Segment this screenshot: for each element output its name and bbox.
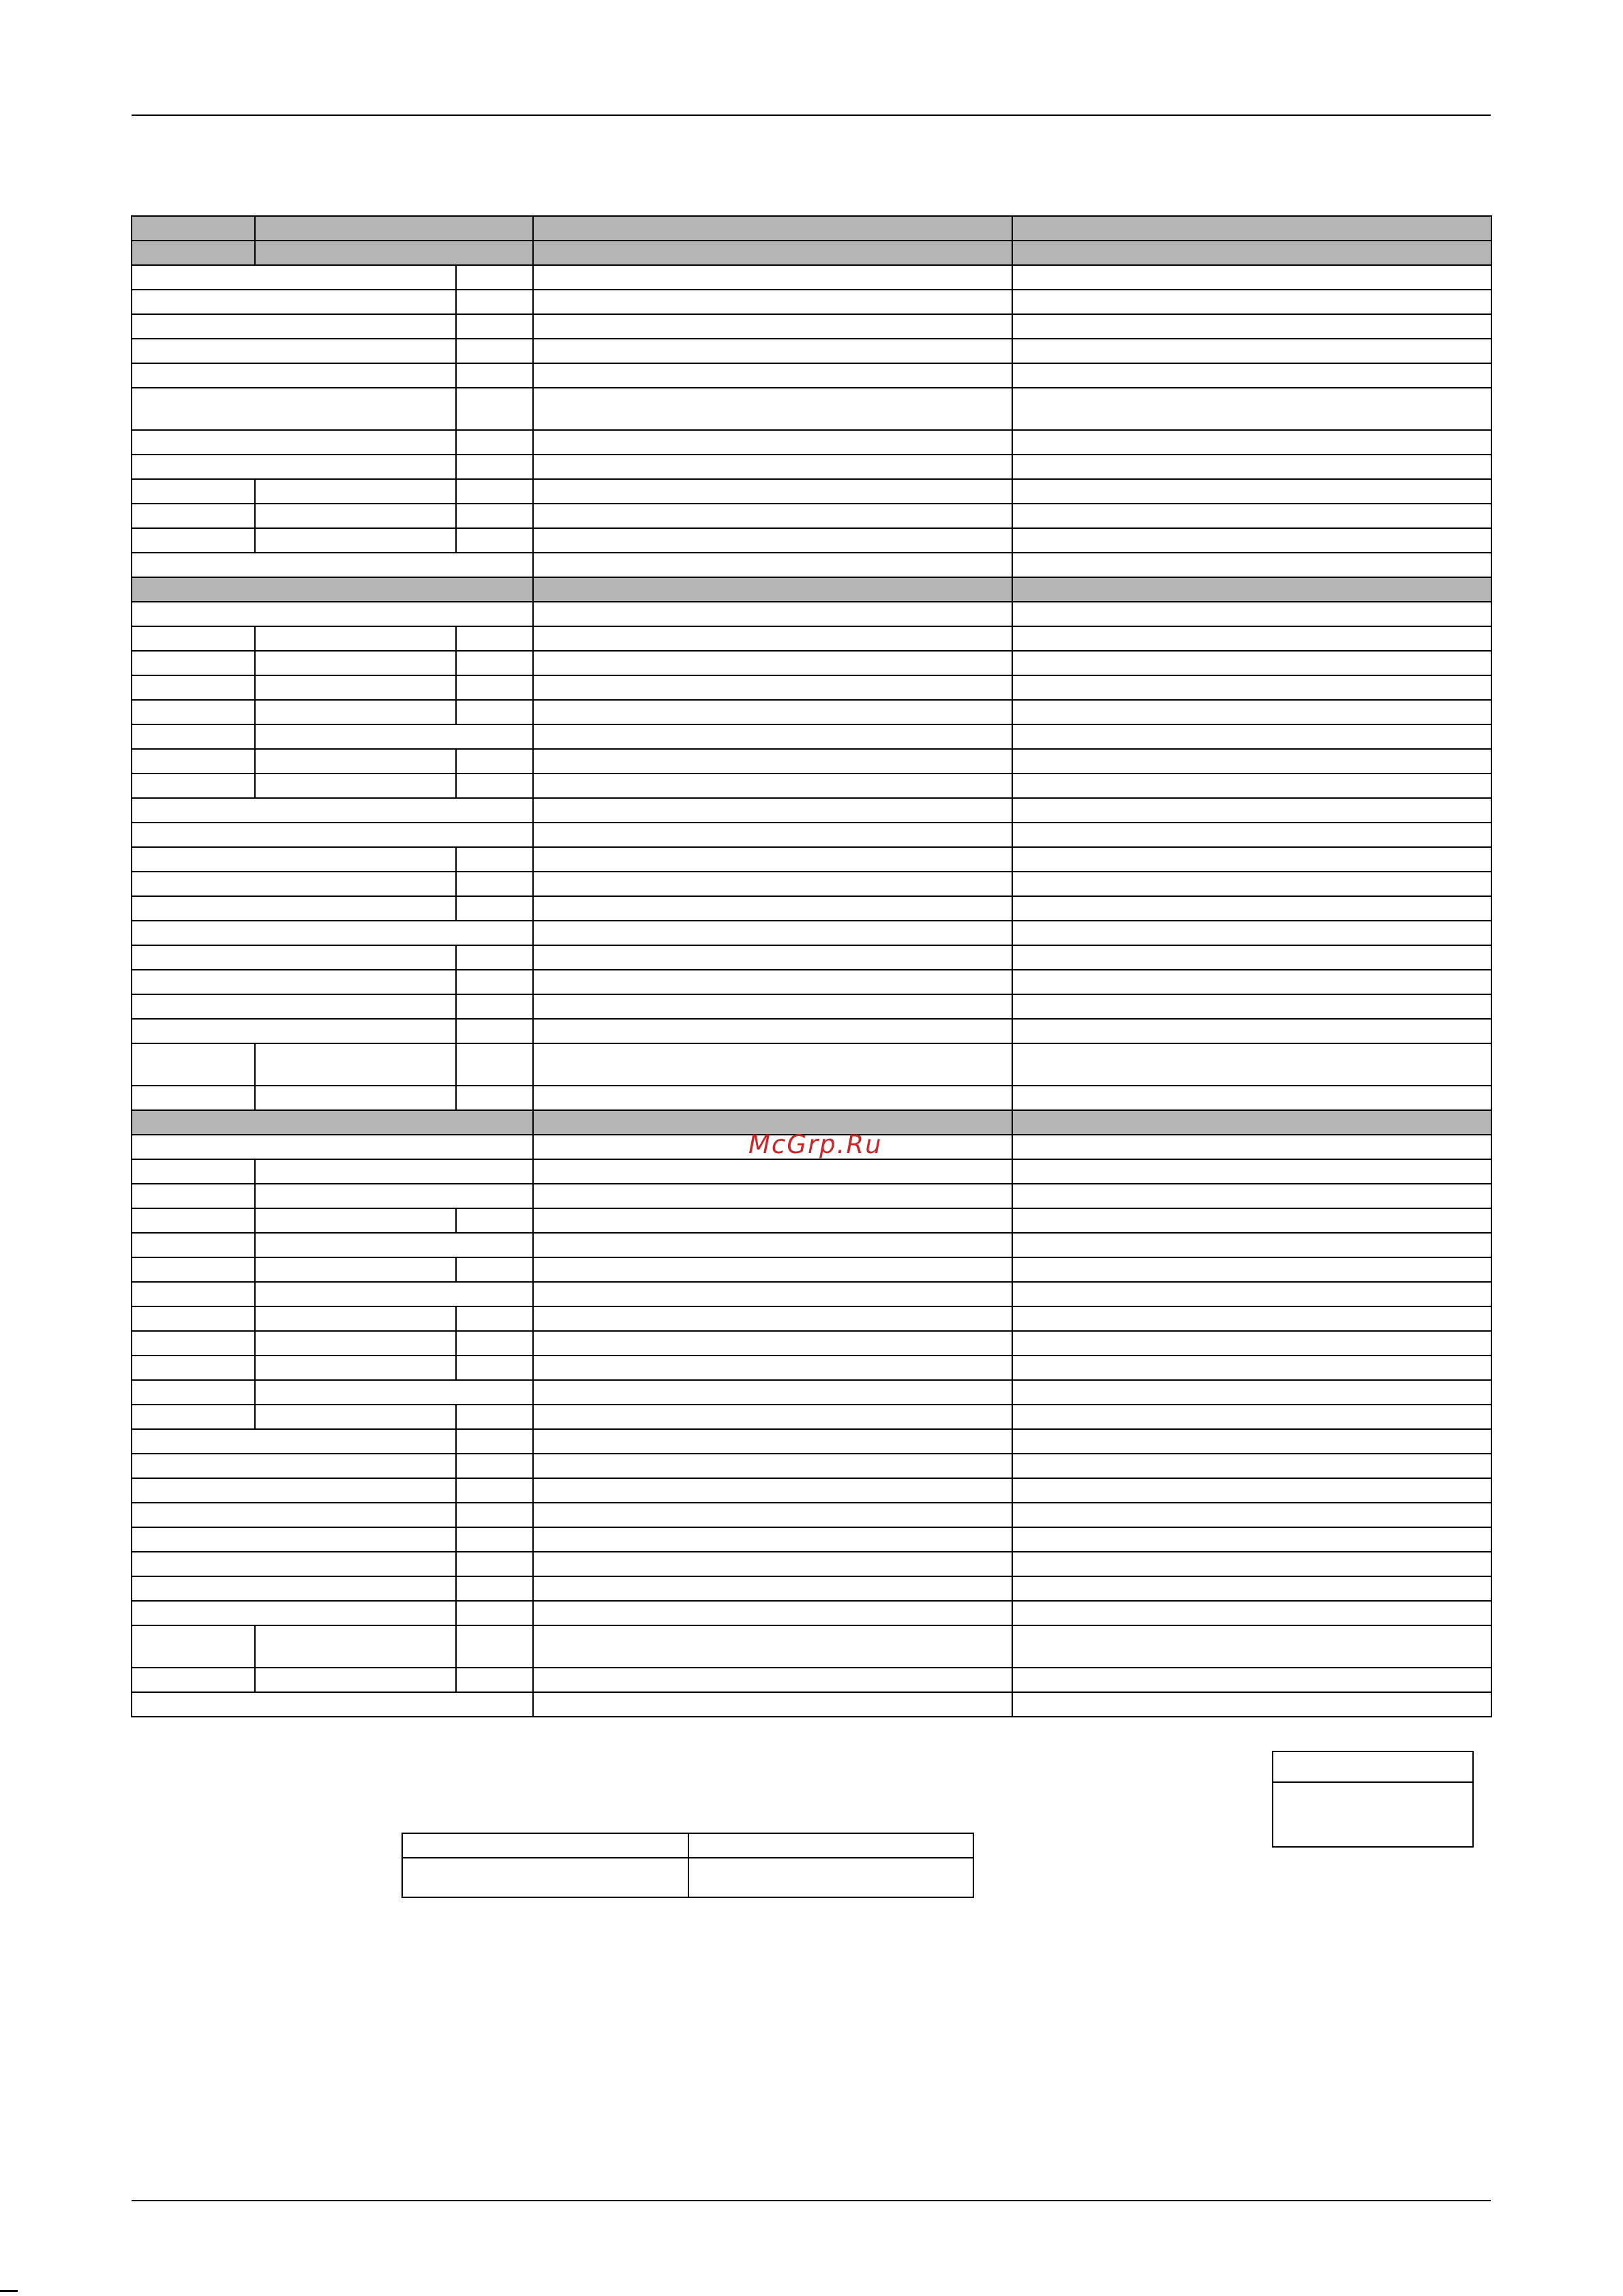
table-cell xyxy=(131,1502,457,1528)
table-cell xyxy=(131,724,256,750)
approval-box xyxy=(1272,1751,1474,1848)
table-cell xyxy=(1012,1527,1492,1552)
table-cell xyxy=(532,773,1013,799)
table-cell xyxy=(1012,552,1492,578)
table-cell xyxy=(131,338,457,364)
table-cell xyxy=(532,363,1013,388)
table-cell xyxy=(1012,454,1492,480)
table-cell xyxy=(1012,338,1492,364)
table-cell xyxy=(254,1404,457,1430)
table-cell xyxy=(532,675,1013,701)
table-cell xyxy=(1012,822,1492,848)
table-cell xyxy=(532,454,1013,480)
table-cell xyxy=(1012,650,1492,676)
signature-table xyxy=(401,1833,974,1898)
table-cell xyxy=(131,675,256,701)
table-cell xyxy=(1012,289,1492,315)
table-cell xyxy=(131,429,457,455)
table-cell xyxy=(455,748,534,774)
table-cell xyxy=(455,503,534,529)
table-cell xyxy=(131,527,256,553)
table-cell xyxy=(131,969,457,995)
table-cell xyxy=(532,552,1013,578)
table-cell xyxy=(455,1667,534,1693)
table-cell xyxy=(254,1625,457,1668)
table-cell xyxy=(1012,313,1492,339)
table-cell xyxy=(131,1018,457,1044)
table-cell xyxy=(532,1692,1013,1717)
table-cell xyxy=(532,387,1013,431)
table-cell xyxy=(254,1379,534,1405)
table-cell xyxy=(532,724,1013,750)
table-cell xyxy=(455,945,534,970)
table-cell xyxy=(532,1576,1013,1602)
table-cell xyxy=(131,1428,457,1454)
table-cell xyxy=(254,1667,457,1693)
table-cell xyxy=(1012,846,1492,872)
table-cell xyxy=(532,1159,1013,1184)
table-cell xyxy=(455,1453,534,1479)
table-cell xyxy=(1012,240,1492,266)
table-cell xyxy=(131,1159,256,1184)
table-cell xyxy=(1012,871,1492,897)
table-cell xyxy=(1012,1281,1492,1307)
table-cell xyxy=(254,1257,457,1283)
table-cell xyxy=(532,1379,1013,1405)
table-cell xyxy=(455,289,534,315)
table-cell xyxy=(455,650,534,676)
table-cell xyxy=(1012,969,1492,995)
table-cell xyxy=(131,1404,256,1430)
table-cell xyxy=(1012,896,1492,921)
table-cell xyxy=(455,1502,534,1528)
table-cell xyxy=(455,1404,534,1430)
table-cell xyxy=(532,215,1013,241)
table-cell xyxy=(1012,1018,1492,1044)
table-cell xyxy=(455,1576,534,1602)
table-cell xyxy=(1012,478,1492,504)
table-cell xyxy=(254,527,457,553)
table-cell xyxy=(131,1208,256,1234)
table-cell xyxy=(455,1478,534,1503)
table-cell xyxy=(1012,1134,1492,1160)
table-cell xyxy=(532,1667,1013,1693)
table-cell xyxy=(1012,797,1492,823)
table-cell xyxy=(131,748,256,774)
table-cell xyxy=(131,1306,256,1332)
table-cell xyxy=(254,1232,534,1258)
table-cell xyxy=(1012,429,1492,455)
table-cell xyxy=(532,289,1013,315)
table-cell xyxy=(532,264,1013,290)
table-cell xyxy=(1012,1109,1492,1135)
table-cell xyxy=(254,1043,457,1086)
table-cell xyxy=(131,313,457,339)
table-cell xyxy=(455,871,534,897)
table-cell xyxy=(532,1355,1013,1381)
table-cell xyxy=(254,1306,457,1332)
table-cell xyxy=(532,871,1013,897)
table-cell xyxy=(131,289,457,315)
table-cell xyxy=(1012,363,1492,388)
table-cell xyxy=(1012,527,1492,553)
table-cell xyxy=(254,650,457,676)
table-cell xyxy=(1012,215,1492,241)
table-cell xyxy=(532,920,1013,946)
table-cell xyxy=(1012,1159,1492,1184)
footer-rule xyxy=(132,2200,1491,2201)
table-cell xyxy=(455,1306,534,1332)
table-cell xyxy=(131,945,457,970)
table-cell xyxy=(455,313,534,339)
table-cell xyxy=(532,1428,1013,1454)
table-cell xyxy=(532,577,1013,602)
table-cell xyxy=(1012,724,1492,750)
table-cell xyxy=(1012,1667,1492,1693)
table-cell xyxy=(131,577,534,602)
table-cell xyxy=(455,454,534,480)
table-cell xyxy=(1012,1208,1492,1234)
table-cell xyxy=(254,1355,457,1381)
table-cell xyxy=(1012,1330,1492,1356)
table-cell xyxy=(532,846,1013,872)
table-cell xyxy=(131,699,256,725)
table-cell xyxy=(1012,748,1492,774)
table-cell xyxy=(131,1576,457,1602)
table-cell xyxy=(455,773,534,799)
table-cell xyxy=(532,527,1013,553)
table-cell xyxy=(455,1625,534,1668)
table-cell xyxy=(131,871,457,897)
header-rule xyxy=(132,114,1491,116)
table-cell xyxy=(131,1667,256,1693)
table-cell xyxy=(131,1183,256,1209)
table-cell xyxy=(532,601,1013,627)
table-cell xyxy=(455,896,534,921)
table-cell xyxy=(131,1232,256,1258)
table-cell xyxy=(1012,387,1492,431)
table-cell xyxy=(1012,920,1492,946)
table-cell xyxy=(532,1281,1013,1307)
table-cell xyxy=(455,1355,534,1381)
table-cell xyxy=(532,1330,1013,1356)
table-cell xyxy=(131,650,256,676)
table-cell xyxy=(532,429,1013,455)
table-cell xyxy=(532,1085,1013,1111)
table-cell xyxy=(532,1625,1013,1668)
table-cell xyxy=(1012,1692,1492,1717)
table-cell xyxy=(455,1330,534,1356)
table-cell xyxy=(532,1600,1013,1626)
table-cell xyxy=(131,1281,256,1307)
table-cell xyxy=(532,478,1013,504)
table-cell xyxy=(532,1502,1013,1528)
table-cell xyxy=(1012,1428,1492,1454)
table-cell xyxy=(1012,1379,1492,1405)
table-cell xyxy=(532,1551,1013,1577)
table-cell xyxy=(1012,1576,1492,1602)
table-cell xyxy=(455,1043,534,1086)
table-cell xyxy=(532,1183,1013,1209)
table-cell xyxy=(1012,945,1492,970)
table-cell xyxy=(254,1208,457,1234)
table-cell xyxy=(532,338,1013,364)
table-cell xyxy=(131,846,457,872)
table-cell xyxy=(532,945,1013,970)
table-cell xyxy=(131,478,256,504)
table-cell xyxy=(254,675,457,701)
table-cell xyxy=(1012,1453,1492,1479)
table-cell xyxy=(532,503,1013,529)
table-cell xyxy=(455,969,534,995)
table-cell xyxy=(254,724,534,750)
table-cell xyxy=(131,1600,457,1626)
table-cell xyxy=(455,699,534,725)
table-cell xyxy=(131,454,457,480)
table-cell xyxy=(532,1478,1013,1503)
table-cell xyxy=(131,552,534,578)
corner-mark xyxy=(0,2290,18,2292)
table-cell xyxy=(254,699,457,725)
table-cell xyxy=(532,240,1013,266)
table-cell xyxy=(131,387,457,431)
table-cell xyxy=(131,994,457,1020)
table-cell xyxy=(455,429,534,455)
table-cell xyxy=(455,478,534,504)
table-cell xyxy=(131,896,457,921)
table-cell xyxy=(532,1404,1013,1430)
table-cell xyxy=(1012,1183,1492,1209)
table-cell xyxy=(455,1208,534,1234)
table-cell xyxy=(254,1183,534,1209)
table-cell xyxy=(532,1453,1013,1479)
table-cell xyxy=(131,264,457,290)
table-cell xyxy=(131,1134,534,1160)
table-cell xyxy=(1012,1306,1492,1332)
table-cell xyxy=(1012,1625,1492,1668)
table-cell xyxy=(131,920,534,946)
table-cell xyxy=(254,1085,457,1111)
table-cell xyxy=(131,1453,457,1479)
table-cell xyxy=(1012,1600,1492,1626)
table-cell xyxy=(254,748,457,774)
table-cell xyxy=(131,797,534,823)
table-cell xyxy=(1012,264,1492,290)
table-cell xyxy=(254,1281,534,1307)
table-cell xyxy=(131,1043,256,1086)
table-cell xyxy=(131,1692,534,1717)
table-cell xyxy=(131,240,256,266)
table-cell xyxy=(532,1527,1013,1552)
table-cell xyxy=(131,503,256,529)
table-cell xyxy=(131,1379,256,1405)
table-cell xyxy=(254,215,534,241)
table-cell xyxy=(532,1306,1013,1332)
table-cell xyxy=(532,822,1013,848)
table-cell xyxy=(1012,1257,1492,1283)
table-cell xyxy=(1012,994,1492,1020)
table-cell xyxy=(131,626,256,652)
table-cell xyxy=(532,1257,1013,1283)
table-cell xyxy=(1012,577,1492,602)
table-cell xyxy=(532,626,1013,652)
table-cell xyxy=(455,1527,534,1552)
table-cell xyxy=(254,503,457,529)
table-cell xyxy=(131,1551,457,1577)
table-cell xyxy=(1012,773,1492,799)
table-cell xyxy=(455,846,534,872)
table-cell xyxy=(1012,1355,1492,1381)
table-cell xyxy=(532,748,1013,774)
table-cell xyxy=(1012,1478,1492,1503)
table-cell xyxy=(131,601,534,627)
table-cell xyxy=(1012,1551,1492,1577)
table-cell xyxy=(254,1159,534,1184)
table-cell xyxy=(455,1257,534,1283)
table-cell xyxy=(131,1109,534,1135)
table-cell xyxy=(1012,1502,1492,1528)
table-cell xyxy=(131,1085,256,1111)
table-cell xyxy=(455,1018,534,1044)
table-cell xyxy=(254,1330,457,1356)
table-cell xyxy=(1012,601,1492,627)
table-cell xyxy=(455,264,534,290)
table-cell xyxy=(455,338,534,364)
table-cell xyxy=(254,478,457,504)
table-cell xyxy=(131,1330,256,1356)
table-cell xyxy=(455,387,534,431)
table-cell xyxy=(254,626,457,652)
table-cell xyxy=(455,1551,534,1577)
table-cell xyxy=(532,994,1013,1020)
table-cell xyxy=(532,1043,1013,1086)
table-cell xyxy=(254,773,457,799)
table-cell xyxy=(1012,1232,1492,1258)
table-cell xyxy=(455,1085,534,1111)
signature-table-col-divider xyxy=(688,1834,689,1897)
table-cell xyxy=(131,1527,457,1552)
table-cell xyxy=(455,1600,534,1626)
table-cell xyxy=(1012,626,1492,652)
table-cell xyxy=(455,626,534,652)
table-cell xyxy=(532,1018,1013,1044)
table-cell xyxy=(131,1625,256,1668)
table-cell xyxy=(1012,675,1492,701)
table-cell xyxy=(532,1232,1013,1258)
table-cell xyxy=(455,675,534,701)
table-cell xyxy=(1012,1043,1492,1086)
table-cell xyxy=(532,969,1013,995)
table-cell xyxy=(532,699,1013,725)
approval-box-divider xyxy=(1273,1781,1472,1783)
table-cell xyxy=(131,822,534,848)
table-cell xyxy=(532,797,1013,823)
table-cell xyxy=(131,773,256,799)
table-cell xyxy=(1012,1404,1492,1430)
watermark: McGrp.Ru xyxy=(748,1130,883,1159)
table-cell xyxy=(455,994,534,1020)
table-cell xyxy=(532,650,1013,676)
table-cell xyxy=(131,1355,256,1381)
table-cell xyxy=(131,215,256,241)
table-cell xyxy=(455,363,534,388)
table-cell xyxy=(131,1478,457,1503)
table-cell xyxy=(532,1208,1013,1234)
table-cell xyxy=(1012,503,1492,529)
table-cell xyxy=(131,363,457,388)
table-cell xyxy=(455,1428,534,1454)
table-cell xyxy=(532,313,1013,339)
table-cell xyxy=(1012,1085,1492,1111)
table-cell xyxy=(1012,699,1492,725)
table-cell xyxy=(532,896,1013,921)
table-cell xyxy=(131,1257,256,1283)
table-cell xyxy=(254,240,534,266)
table-cell xyxy=(455,527,534,553)
